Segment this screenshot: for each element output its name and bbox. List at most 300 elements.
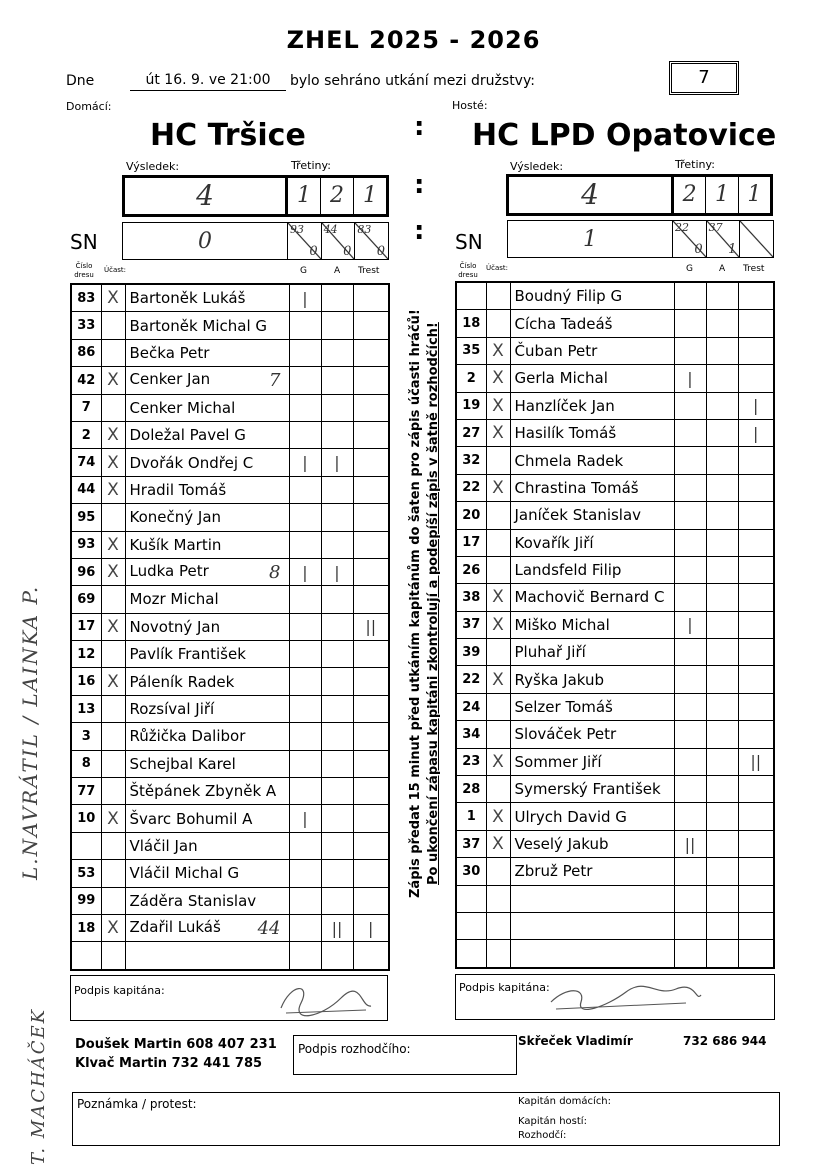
penalty-cell[interactable] [353, 367, 389, 394]
jersey-number[interactable] [456, 912, 486, 939]
assists-cell[interactable] [706, 310, 738, 337]
penalty-cell[interactable] [738, 529, 774, 556]
jersey-number[interactable]: 16 [71, 668, 101, 695]
attendance-mark[interactable]: X [101, 668, 125, 695]
penalty-cell[interactable] [353, 476, 389, 503]
attendance-mark[interactable] [486, 721, 510, 748]
assists-cell[interactable] [706, 912, 738, 939]
penalty-cell[interactable]: | [738, 419, 774, 446]
goals-cell[interactable] [289, 504, 321, 531]
player-name[interactable]: Sommer Jiří [510, 748, 674, 775]
goals-cell[interactable] [674, 474, 706, 501]
penalty-cell[interactable] [738, 584, 774, 611]
assists-cell[interactable] [321, 394, 353, 421]
attendance-mark[interactable]: X [101, 284, 125, 312]
player-name[interactable]: Vláčil Jan [125, 832, 289, 859]
away-captain-sig-box[interactable] [455, 974, 775, 1020]
attendance-mark[interactable] [101, 586, 125, 613]
jersey-number[interactable]: 27 [456, 419, 486, 446]
player-name[interactable]: Veselý Jakub [510, 830, 674, 857]
attendance-mark[interactable] [101, 778, 125, 805]
attendance-mark[interactable]: X [486, 584, 510, 611]
goals-cell[interactable] [674, 693, 706, 720]
assists-cell[interactable] [321, 668, 353, 695]
assists-cell[interactable] [706, 365, 738, 392]
assists-cell[interactable] [321, 778, 353, 805]
goals-cell[interactable] [289, 668, 321, 695]
jersey-number[interactable]: 39 [456, 639, 486, 666]
attendance-mark[interactable]: X [101, 449, 125, 476]
penalty-cell[interactable] [738, 885, 774, 912]
player-name[interactable]: Pavlík František [125, 641, 289, 668]
assists-cell[interactable] [321, 284, 353, 312]
jersey-number[interactable]: 19 [456, 392, 486, 419]
assists-cell[interactable] [706, 830, 738, 857]
goals-cell[interactable] [674, 310, 706, 337]
assists-cell[interactable] [321, 586, 353, 613]
jersey-number[interactable]: 53 [71, 860, 101, 887]
penalty-cell[interactable] [353, 421, 389, 448]
jersey-number[interactable]: 13 [71, 695, 101, 722]
penalty-cell[interactable] [353, 860, 389, 887]
player-name[interactable]: Ulrych David G [510, 803, 674, 830]
penalty-cell[interactable] [738, 666, 774, 693]
player-name[interactable]: Selzer Tomáš [510, 693, 674, 720]
assists-cell[interactable] [706, 748, 738, 775]
jersey-number[interactable]: 95 [71, 504, 101, 531]
note-protest-box[interactable] [72, 1092, 780, 1146]
penalty-cell[interactable] [738, 721, 774, 748]
goals-cell[interactable] [674, 419, 706, 446]
jersey-number[interactable]: 38 [456, 584, 486, 611]
assists-cell[interactable] [321, 421, 353, 448]
goals-cell[interactable]: | [674, 365, 706, 392]
assists-cell[interactable] [321, 504, 353, 531]
penalty-cell[interactable] [353, 805, 389, 832]
jersey-number[interactable]: 23 [456, 748, 486, 775]
attendance-mark[interactable] [486, 912, 510, 939]
goals-cell[interactable] [674, 912, 706, 939]
penalty-cell[interactable]: | [353, 914, 389, 941]
player-name[interactable]: Hradil Tomáš [125, 476, 289, 503]
player-name[interactable]: Švarc Bohumil A [125, 805, 289, 832]
player-name[interactable]: Janíček Stanislav [510, 502, 674, 529]
goals-cell[interactable] [289, 339, 321, 366]
penalty-cell[interactable] [738, 447, 774, 474]
attendance-mark[interactable] [101, 641, 125, 668]
player-name[interactable] [125, 942, 289, 970]
penalty-cell[interactable] [353, 504, 389, 531]
assists-cell[interactable] [706, 858, 738, 885]
player-name[interactable]: Kušík Martin [125, 531, 289, 558]
goals-cell[interactable] [674, 337, 706, 364]
goals-cell[interactable] [289, 750, 321, 777]
assists-cell[interactable] [321, 750, 353, 777]
goals-cell[interactable] [674, 282, 706, 310]
attendance-mark[interactable]: X [486, 365, 510, 392]
player-name[interactable]: Zbruž Petr [510, 858, 674, 885]
player-name[interactable]: Cenker Jan 7 [125, 367, 289, 394]
penalty-cell[interactable] [353, 723, 389, 750]
assists-cell[interactable] [706, 502, 738, 529]
penalty-cell[interactable] [353, 778, 389, 805]
player-name[interactable]: Zdařil Lukáš 44 [125, 914, 289, 941]
penalty-cell[interactable] [353, 668, 389, 695]
goals-cell[interactable] [289, 860, 321, 887]
player-name[interactable]: Gerla Michal [510, 365, 674, 392]
penalty-cell[interactable] [353, 750, 389, 777]
referee-sig-box[interactable] [293, 1035, 517, 1075]
goals-cell[interactable] [674, 639, 706, 666]
attendance-mark[interactable] [101, 339, 125, 366]
assists-cell[interactable] [321, 476, 353, 503]
penalty-cell[interactable] [353, 695, 389, 722]
attendance-mark[interactable]: X [486, 666, 510, 693]
penalty-cell[interactable] [353, 558, 389, 585]
player-name[interactable]: Boudný Filip G [510, 282, 674, 310]
attendance-mark[interactable]: X [486, 474, 510, 501]
attendance-mark[interactable] [101, 695, 125, 722]
assists-cell[interactable] [706, 337, 738, 364]
penalty-cell[interactable] [738, 912, 774, 939]
attendance-mark[interactable]: X [486, 392, 510, 419]
goals-cell[interactable] [289, 887, 321, 914]
jersey-number[interactable] [71, 832, 101, 859]
penalty-cell[interactable] [738, 365, 774, 392]
assists-cell[interactable] [706, 776, 738, 803]
assists-cell[interactable] [321, 367, 353, 394]
attendance-mark[interactable] [486, 447, 510, 474]
penalty-cell[interactable] [738, 693, 774, 720]
player-name[interactable]: Hasilík Tomáš [510, 419, 674, 446]
player-name[interactable]: Pluhař Jiří [510, 639, 674, 666]
jersey-number[interactable]: 32 [456, 447, 486, 474]
assists-cell[interactable] [321, 339, 353, 366]
penalty-cell[interactable]: | [738, 392, 774, 419]
assists-cell[interactable] [706, 885, 738, 912]
player-name[interactable]: Cenker Michal [125, 394, 289, 421]
home-captain-sig-box[interactable] [70, 975, 388, 1021]
attendance-mark[interactable]: X [486, 830, 510, 857]
attendance-mark[interactable] [486, 310, 510, 337]
attendance-mark[interactable]: X [101, 805, 125, 832]
jersey-number[interactable]: 12 [71, 641, 101, 668]
penalty-cell[interactable] [353, 586, 389, 613]
jersey-number[interactable]: 26 [456, 556, 486, 583]
goals-cell[interactable] [674, 392, 706, 419]
assists-cell[interactable] [706, 529, 738, 556]
jersey-number[interactable]: 2 [456, 365, 486, 392]
penalty-cell[interactable] [738, 474, 774, 501]
attendance-mark[interactable]: X [101, 914, 125, 941]
jersey-number[interactable]: 37 [456, 611, 486, 638]
goals-cell[interactable]: | [289, 558, 321, 585]
goals-cell[interactable] [674, 447, 706, 474]
attendance-mark[interactable]: X [101, 613, 125, 640]
attendance-mark[interactable] [101, 832, 125, 859]
jersey-number[interactable]: 17 [71, 613, 101, 640]
goals-cell[interactable] [289, 914, 321, 941]
penalty-cell[interactable] [353, 449, 389, 476]
player-name[interactable]: Čuban Petr [510, 337, 674, 364]
assists-cell[interactable] [706, 639, 738, 666]
assists-cell[interactable] [706, 803, 738, 830]
assists-cell[interactable] [321, 942, 353, 970]
jersey-number[interactable]: 42 [71, 367, 101, 394]
penalty-cell[interactable] [738, 776, 774, 803]
attendance-mark[interactable] [101, 394, 125, 421]
goals-cell[interactable] [289, 531, 321, 558]
penalty-cell[interactable]: || [738, 748, 774, 775]
jersey-number[interactable]: 28 [456, 776, 486, 803]
jersey-number[interactable]: 8 [71, 750, 101, 777]
assists-cell[interactable] [321, 887, 353, 914]
jersey-number[interactable]: 3 [71, 723, 101, 750]
jersey-number[interactable]: 37 [456, 830, 486, 857]
goals-cell[interactable] [289, 394, 321, 421]
jersey-number[interactable] [456, 282, 486, 310]
assists-cell[interactable] [706, 392, 738, 419]
goals-cell[interactable] [674, 721, 706, 748]
assists-cell[interactable] [706, 282, 738, 310]
goals-cell[interactable] [289, 367, 321, 394]
attendance-mark[interactable] [101, 723, 125, 750]
goals-cell[interactable] [674, 803, 706, 830]
jersey-number[interactable]: 93 [71, 531, 101, 558]
jersey-number[interactable] [456, 885, 486, 912]
jersey-number[interactable]: 22 [456, 666, 486, 693]
goals-cell[interactable] [674, 502, 706, 529]
goals-cell[interactable] [289, 695, 321, 722]
assists-cell[interactable] [321, 695, 353, 722]
assists-cell[interactable] [321, 860, 353, 887]
goals-cell[interactable] [289, 476, 321, 503]
jersey-number[interactable]: 10 [71, 805, 101, 832]
assists-cell[interactable] [706, 721, 738, 748]
penalty-cell[interactable] [353, 887, 389, 914]
penalty-cell[interactable] [738, 858, 774, 885]
attendance-mark[interactable]: X [101, 531, 125, 558]
player-name[interactable]: Symerský František [510, 776, 674, 803]
penalty-cell[interactable] [738, 611, 774, 638]
jersey-number[interactable]: 44 [71, 476, 101, 503]
goals-cell[interactable] [674, 666, 706, 693]
attendance-mark[interactable] [486, 940, 510, 968]
assists-cell[interactable] [321, 613, 353, 640]
goals-cell[interactable] [674, 748, 706, 775]
jersey-number[interactable]: 83 [71, 284, 101, 312]
player-name[interactable]: Slováček Petr [510, 721, 674, 748]
player-name[interactable] [510, 885, 674, 912]
attendance-mark[interactable]: X [101, 476, 125, 503]
player-name[interactable]: Schejbal Karel [125, 750, 289, 777]
attendance-mark[interactable] [101, 887, 125, 914]
penalty-cell[interactable] [738, 310, 774, 337]
goals-cell[interactable] [674, 858, 706, 885]
attendance-mark[interactable]: X [486, 748, 510, 775]
goals-cell[interactable]: | [674, 611, 706, 638]
jersey-number[interactable]: 22 [456, 474, 486, 501]
player-name[interactable]: Chmela Radek [510, 447, 674, 474]
attendance-mark[interactable] [101, 504, 125, 531]
penalty-cell[interactable] [353, 942, 389, 970]
penalty-cell[interactable] [353, 312, 389, 339]
player-name[interactable]: Kovařík Jiří [510, 529, 674, 556]
jersey-number[interactable]: 35 [456, 337, 486, 364]
penalty-cell[interactable] [353, 832, 389, 859]
attendance-mark[interactable] [486, 776, 510, 803]
jersey-number[interactable]: 34 [456, 721, 486, 748]
penalty-cell[interactable] [738, 940, 774, 968]
attendance-mark[interactable] [101, 750, 125, 777]
player-name[interactable]: Hanzlíček Jan [510, 392, 674, 419]
jersey-number[interactable]: 96 [71, 558, 101, 585]
jersey-number[interactable]: 7 [71, 394, 101, 421]
jersey-number[interactable] [456, 940, 486, 968]
penalty-cell[interactable] [353, 284, 389, 312]
assists-cell[interactable] [706, 474, 738, 501]
player-name[interactable]: Mozr Michal [125, 586, 289, 613]
attendance-mark[interactable]: X [486, 337, 510, 364]
jersey-number[interactable]: 86 [71, 339, 101, 366]
goals-cell[interactable]: | [289, 449, 321, 476]
jersey-number[interactable]: 30 [456, 858, 486, 885]
assists-cell[interactable] [321, 723, 353, 750]
jersey-number[interactable]: 33 [71, 312, 101, 339]
goals-cell[interactable]: | [289, 284, 321, 312]
attendance-mark[interactable] [101, 860, 125, 887]
goals-cell[interactable] [289, 778, 321, 805]
penalty-cell[interactable] [738, 502, 774, 529]
penalty-cell[interactable] [738, 282, 774, 310]
player-name[interactable]: Landsfeld Filip [510, 556, 674, 583]
player-name[interactable]: Miško Michal [510, 611, 674, 638]
goals-cell[interactable] [674, 529, 706, 556]
attendance-mark[interactable] [486, 556, 510, 583]
goals-cell[interactable]: || [674, 830, 706, 857]
jersey-number[interactable]: 1 [456, 803, 486, 830]
assists-cell[interactable] [706, 447, 738, 474]
player-name[interactable]: Ryška Jakub [510, 666, 674, 693]
player-name[interactable]: Bartoněk Lukáš [125, 284, 289, 312]
player-name[interactable]: Ludka Petr 8 [125, 558, 289, 585]
attendance-mark[interactable] [486, 502, 510, 529]
jersey-number[interactable] [71, 942, 101, 970]
assists-cell[interactable] [321, 312, 353, 339]
penalty-cell[interactable] [353, 531, 389, 558]
attendance-mark[interactable] [486, 282, 510, 310]
assists-cell[interactable] [706, 611, 738, 638]
penalty-cell[interactable] [738, 639, 774, 666]
player-name[interactable]: Vláčil Michal G [125, 860, 289, 887]
player-name[interactable]: Růžička Dalibor [125, 723, 289, 750]
player-name[interactable]: Chrastina Tomáš [510, 474, 674, 501]
player-name[interactable]: Dvořák Ondřej C [125, 449, 289, 476]
goals-cell[interactable] [289, 586, 321, 613]
goals-cell[interactable] [289, 421, 321, 448]
assists-cell[interactable] [706, 556, 738, 583]
player-name[interactable]: Bečka Petr [125, 339, 289, 366]
goals-cell[interactable] [289, 832, 321, 859]
assists-cell[interactable] [321, 531, 353, 558]
penalty-cell[interactable] [738, 337, 774, 364]
assists-cell[interactable] [706, 940, 738, 968]
attendance-mark[interactable] [486, 639, 510, 666]
goals-cell[interactable] [674, 776, 706, 803]
assists-cell[interactable] [321, 832, 353, 859]
jersey-number[interactable]: 69 [71, 586, 101, 613]
goals-cell[interactable] [289, 641, 321, 668]
goals-cell[interactable] [674, 885, 706, 912]
assists-cell[interactable] [706, 584, 738, 611]
assists-cell[interactable]: | [321, 558, 353, 585]
attendance-mark[interactable] [101, 312, 125, 339]
player-name[interactable] [510, 940, 674, 968]
assists-cell[interactable] [321, 641, 353, 668]
player-name[interactable]: Bartoněk Michal G [125, 312, 289, 339]
jersey-number[interactable]: 20 [456, 502, 486, 529]
player-name[interactable]: Doležal Pavel G [125, 421, 289, 448]
player-name[interactable]: Páleník Radek [125, 668, 289, 695]
attendance-mark[interactable]: X [101, 558, 125, 585]
penalty-cell[interactable] [738, 556, 774, 583]
attendance-mark[interactable] [486, 858, 510, 885]
attendance-mark[interactable]: X [486, 611, 510, 638]
assists-cell[interactable]: | [321, 449, 353, 476]
player-name[interactable]: Cícha Tadeáš [510, 310, 674, 337]
jersey-number[interactable]: 17 [456, 529, 486, 556]
goals-cell[interactable] [674, 556, 706, 583]
goals-cell[interactable] [289, 613, 321, 640]
attendance-mark[interactable]: X [101, 367, 125, 394]
penalty-cell[interactable] [353, 394, 389, 421]
attendance-mark[interactable] [101, 942, 125, 970]
goals-cell[interactable]: | [289, 805, 321, 832]
jersey-number[interactable]: 2 [71, 421, 101, 448]
assists-cell[interactable] [706, 693, 738, 720]
assists-cell[interactable] [706, 419, 738, 446]
goals-cell[interactable] [289, 312, 321, 339]
player-name[interactable]: Rozsíval Jiří [125, 695, 289, 722]
jersey-number[interactable]: 18 [456, 310, 486, 337]
player-name[interactable] [510, 912, 674, 939]
attendance-mark[interactable]: X [486, 419, 510, 446]
attendance-mark[interactable] [486, 529, 510, 556]
player-name[interactable]: Konečný Jan [125, 504, 289, 531]
attendance-mark[interactable] [486, 693, 510, 720]
attendance-mark[interactable] [486, 885, 510, 912]
jersey-number[interactable]: 99 [71, 887, 101, 914]
player-name[interactable]: Štěpánek Zbyněk A [125, 778, 289, 805]
jersey-number[interactable]: 18 [71, 914, 101, 941]
assists-cell[interactable] [706, 666, 738, 693]
goals-cell[interactable] [674, 584, 706, 611]
goals-cell[interactable] [674, 940, 706, 968]
assists-cell[interactable]: || [321, 914, 353, 941]
penalty-cell[interactable] [353, 339, 389, 366]
player-name[interactable]: Záděra Stanislav [125, 887, 289, 914]
assists-cell[interactable] [321, 805, 353, 832]
attendance-mark[interactable]: X [486, 803, 510, 830]
penalty-cell[interactable]: || [353, 613, 389, 640]
goals-cell[interactable] [289, 723, 321, 750]
player-name[interactable]: Machovič Bernard C [510, 584, 674, 611]
jersey-number[interactable]: 77 [71, 778, 101, 805]
attendance-mark[interactable]: X [101, 421, 125, 448]
jersey-number[interactable]: 74 [71, 449, 101, 476]
player-name[interactable]: Novotný Jan [125, 613, 289, 640]
penalty-cell[interactable] [738, 830, 774, 857]
